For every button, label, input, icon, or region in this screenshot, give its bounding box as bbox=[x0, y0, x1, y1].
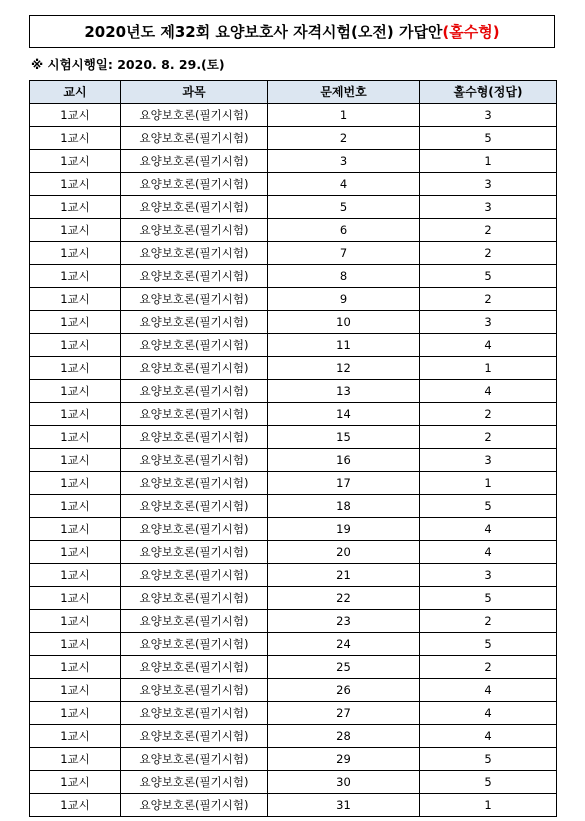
question-number-cell: 10 bbox=[268, 311, 420, 334]
table-row bbox=[30, 196, 557, 219]
subject-cell: 요양보호론(필기시험) bbox=[121, 127, 268, 150]
table-row bbox=[30, 449, 557, 472]
subject-cell: 요양보호론(필기시험) bbox=[121, 794, 268, 817]
table-header-row bbox=[30, 81, 557, 104]
table-row bbox=[30, 771, 557, 794]
answer-cell: 1 bbox=[420, 472, 557, 495]
session-cell: 1교시 bbox=[30, 265, 121, 288]
session-cell: 1교시 bbox=[30, 702, 121, 725]
subject-cell: 요양보호론(필기시험) bbox=[121, 288, 268, 311]
question-number-cell: 25 bbox=[268, 656, 420, 679]
table-row bbox=[30, 357, 557, 380]
answer-cell: 4 bbox=[420, 702, 557, 725]
answer-cell: 5 bbox=[420, 633, 557, 656]
table-row bbox=[30, 679, 557, 702]
question-number-cell: 7 bbox=[268, 242, 420, 265]
session-cell: 1교시 bbox=[30, 610, 121, 633]
table-row bbox=[30, 104, 557, 127]
question-number-cell: 17 bbox=[268, 472, 420, 495]
title-accent: (홀수형) bbox=[442, 23, 500, 41]
table-row bbox=[30, 725, 557, 748]
table-row bbox=[30, 587, 557, 610]
question-number-cell: 13 bbox=[268, 380, 420, 403]
question-number-cell: 11 bbox=[268, 334, 420, 357]
answer-cell: 1 bbox=[420, 150, 557, 173]
subject-cell: 요양보호론(필기시험) bbox=[121, 357, 268, 380]
answer-cell: 5 bbox=[420, 748, 557, 771]
subject-cell: 요양보호론(필기시험) bbox=[121, 242, 268, 265]
subject-cell: 요양보호론(필기시험) bbox=[121, 610, 268, 633]
session-cell: 1교시 bbox=[30, 196, 121, 219]
answer-cell: 5 bbox=[420, 265, 557, 288]
subject-cell: 요양보호론(필기시험) bbox=[121, 587, 268, 610]
subject-cell: 요양보호론(필기시험) bbox=[121, 403, 268, 426]
question-number-cell: 30 bbox=[268, 771, 420, 794]
table-row bbox=[30, 495, 557, 518]
session-cell: 1교시 bbox=[30, 357, 121, 380]
answer-cell: 3 bbox=[420, 564, 557, 587]
subject-cell: 요양보호론(필기시험) bbox=[121, 196, 268, 219]
question-number-cell: 23 bbox=[268, 610, 420, 633]
session-cell: 1교시 bbox=[30, 127, 121, 150]
table-row bbox=[30, 242, 557, 265]
session-cell: 1교시 bbox=[30, 472, 121, 495]
table-row bbox=[30, 150, 557, 173]
answer-cell: 1 bbox=[420, 357, 557, 380]
answer-cell: 3 bbox=[420, 311, 557, 334]
subject-cell: 요양보호론(필기시험) bbox=[121, 173, 268, 196]
table-row bbox=[30, 288, 557, 311]
subject-cell: 요양보호론(필기시험) bbox=[121, 541, 268, 564]
table-row bbox=[30, 702, 557, 725]
table-row bbox=[30, 265, 557, 288]
answer-cell: 2 bbox=[420, 219, 557, 242]
answer-cell: 1 bbox=[420, 794, 557, 817]
table-row bbox=[30, 472, 557, 495]
question-number-cell: 9 bbox=[268, 288, 420, 311]
session-cell: 1교시 bbox=[30, 403, 121, 426]
session-cell: 1교시 bbox=[30, 564, 121, 587]
subject-cell: 요양보호론(필기시험) bbox=[121, 564, 268, 587]
answer-cell: 4 bbox=[420, 380, 557, 403]
subject-cell: 요양보호론(필기시험) bbox=[121, 334, 268, 357]
answer-cell: 2 bbox=[420, 288, 557, 311]
question-number-cell: 21 bbox=[268, 564, 420, 587]
question-number-cell: 20 bbox=[268, 541, 420, 564]
subject-cell: 요양보호론(필기시험) bbox=[121, 518, 268, 541]
subject-cell: 요양보호론(필기시험) bbox=[121, 265, 268, 288]
subject-cell: 요양보호론(필기시험) bbox=[121, 311, 268, 334]
subject-cell: 요양보호론(필기시험) bbox=[121, 380, 268, 403]
table-row bbox=[30, 794, 557, 817]
subject-cell: 요양보호론(필기시험) bbox=[121, 426, 268, 449]
answer-cell: 5 bbox=[420, 771, 557, 794]
subject-cell: 요양보호론(필기시험) bbox=[121, 771, 268, 794]
header-session: 교시 bbox=[30, 81, 121, 104]
table-row bbox=[30, 219, 557, 242]
question-number-cell: 1 bbox=[268, 104, 420, 127]
question-number-cell: 5 bbox=[268, 196, 420, 219]
question-number-cell: 31 bbox=[268, 794, 420, 817]
answer-cell: 5 bbox=[420, 587, 557, 610]
exam-date: ※ 시험시행일: 2020. 8. 29.(토) bbox=[31, 57, 225, 72]
table-row bbox=[30, 173, 557, 196]
session-cell: 1교시 bbox=[30, 242, 121, 265]
session-cell: 1교시 bbox=[30, 748, 121, 771]
subject-cell: 요양보호론(필기시험) bbox=[121, 748, 268, 771]
session-cell: 1교시 bbox=[30, 725, 121, 748]
table-row bbox=[30, 334, 557, 357]
table-row bbox=[30, 748, 557, 771]
table-row bbox=[30, 541, 557, 564]
session-cell: 1교시 bbox=[30, 173, 121, 196]
table-row bbox=[30, 564, 557, 587]
document-title bbox=[29, 15, 555, 48]
question-number-cell: 24 bbox=[268, 633, 420, 656]
answer-cell: 4 bbox=[420, 679, 557, 702]
question-number-cell: 26 bbox=[268, 679, 420, 702]
title-main: 2020년도 제32회 요양보호사 자격시험(오전) 가답안 bbox=[84, 23, 443, 41]
question-number-cell: 2 bbox=[268, 127, 420, 150]
session-cell: 1교시 bbox=[30, 288, 121, 311]
session-cell: 1교시 bbox=[30, 495, 121, 518]
session-cell: 1교시 bbox=[30, 104, 121, 127]
session-cell: 1교시 bbox=[30, 679, 121, 702]
question-number-cell: 27 bbox=[268, 702, 420, 725]
question-number-cell: 18 bbox=[268, 495, 420, 518]
table-row bbox=[30, 610, 557, 633]
question-number-cell: 6 bbox=[268, 219, 420, 242]
answer-cell: 2 bbox=[420, 656, 557, 679]
subject-cell: 요양보호론(필기시험) bbox=[121, 725, 268, 748]
session-cell: 1교시 bbox=[30, 150, 121, 173]
table-row bbox=[30, 656, 557, 679]
session-cell: 1교시 bbox=[30, 771, 121, 794]
question-number-cell: 22 bbox=[268, 587, 420, 610]
answer-table bbox=[29, 80, 557, 817]
answer-cell: 2 bbox=[420, 403, 557, 426]
subject-cell: 요양보호론(필기시험) bbox=[121, 104, 268, 127]
subject-cell: 요양보호론(필기시험) bbox=[121, 495, 268, 518]
answer-cell: 4 bbox=[420, 725, 557, 748]
question-number-cell: 12 bbox=[268, 357, 420, 380]
answer-table-body bbox=[30, 104, 557, 817]
table-row bbox=[30, 518, 557, 541]
session-cell: 1교시 bbox=[30, 587, 121, 610]
question-number-cell: 8 bbox=[268, 265, 420, 288]
session-cell: 1교시 bbox=[30, 449, 121, 472]
question-number-cell: 28 bbox=[268, 725, 420, 748]
table-row bbox=[30, 633, 557, 656]
table-row bbox=[30, 311, 557, 334]
subject-cell: 요양보호론(필기시험) bbox=[121, 702, 268, 725]
table-row bbox=[30, 403, 557, 426]
table-row bbox=[30, 127, 557, 150]
subject-cell: 요양보호론(필기시험) bbox=[121, 150, 268, 173]
question-number-cell: 29 bbox=[268, 748, 420, 771]
session-cell: 1교시 bbox=[30, 656, 121, 679]
table-row bbox=[30, 426, 557, 449]
session-cell: 1교시 bbox=[30, 219, 121, 242]
question-number-cell: 3 bbox=[268, 150, 420, 173]
question-number-cell: 15 bbox=[268, 426, 420, 449]
subject-cell: 요양보호론(필기시험) bbox=[121, 449, 268, 472]
answer-cell: 4 bbox=[420, 334, 557, 357]
answer-cell: 4 bbox=[420, 541, 557, 564]
subject-cell: 요양보호론(필기시험) bbox=[121, 679, 268, 702]
session-cell: 1교시 bbox=[30, 794, 121, 817]
session-cell: 1교시 bbox=[30, 518, 121, 541]
answer-cell: 2 bbox=[420, 610, 557, 633]
session-cell: 1교시 bbox=[30, 311, 121, 334]
header-subject: 과목 bbox=[121, 81, 268, 104]
answer-cell: 3 bbox=[420, 196, 557, 219]
subject-cell: 요양보호론(필기시험) bbox=[121, 656, 268, 679]
answer-cell: 5 bbox=[420, 495, 557, 518]
session-cell: 1교시 bbox=[30, 541, 121, 564]
answer-cell: 3 bbox=[420, 173, 557, 196]
answer-cell: 2 bbox=[420, 426, 557, 449]
answer-cell: 4 bbox=[420, 518, 557, 541]
subject-cell: 요양보호론(필기시험) bbox=[121, 219, 268, 242]
question-number-cell: 19 bbox=[268, 518, 420, 541]
question-number-cell: 4 bbox=[268, 173, 420, 196]
answer-cell: 3 bbox=[420, 449, 557, 472]
session-cell: 1교시 bbox=[30, 633, 121, 656]
session-cell: 1교시 bbox=[30, 380, 121, 403]
subject-cell: 요양보호론(필기시험) bbox=[121, 472, 268, 495]
answer-cell: 5 bbox=[420, 127, 557, 150]
question-number-cell: 14 bbox=[268, 403, 420, 426]
answer-cell: 3 bbox=[420, 104, 557, 127]
header-answer: 홀수형(정답) bbox=[420, 81, 557, 104]
table-row bbox=[30, 380, 557, 403]
session-cell: 1교시 bbox=[30, 334, 121, 357]
header-question-number: 문제번호 bbox=[268, 81, 420, 104]
subject-cell: 요양보호론(필기시험) bbox=[121, 633, 268, 656]
answer-cell: 2 bbox=[420, 242, 557, 265]
question-number-cell: 16 bbox=[268, 449, 420, 472]
session-cell: 1교시 bbox=[30, 426, 121, 449]
